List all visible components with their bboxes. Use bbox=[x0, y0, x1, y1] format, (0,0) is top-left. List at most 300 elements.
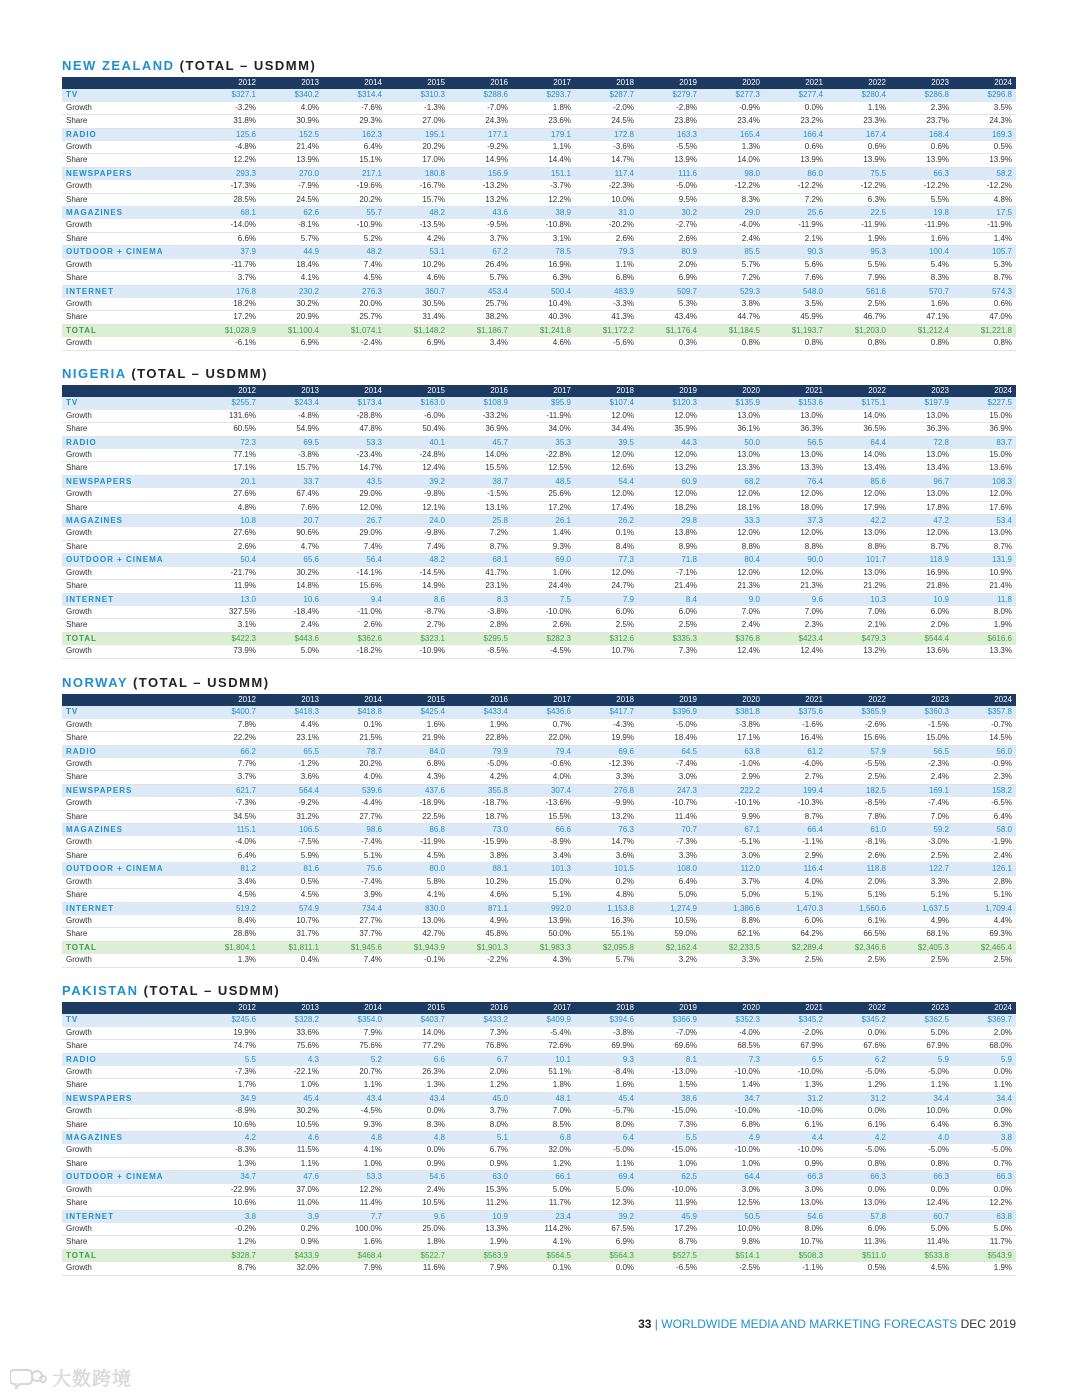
value-cell: $1,943.9 bbox=[386, 941, 449, 954]
value-cell: 0.0% bbox=[764, 102, 827, 115]
value-cell: 2.9% bbox=[764, 849, 827, 862]
value-cell: 6.3% bbox=[827, 193, 890, 206]
value-cell: $1,193.7 bbox=[764, 324, 827, 337]
value-cell: 39.2 bbox=[386, 475, 449, 488]
value-cell: 29.0% bbox=[323, 527, 386, 540]
section-subtitle: (TOTAL – USDMM) bbox=[132, 675, 270, 690]
value-cell: 15.0% bbox=[953, 410, 1016, 423]
row-label: NEWSPAPERS bbox=[62, 167, 197, 180]
value-cell: -12.2% bbox=[953, 180, 1016, 193]
country-name: NORWAY bbox=[62, 675, 128, 690]
value-cell: 18.4% bbox=[638, 732, 701, 745]
value-cell: 2.5% bbox=[638, 619, 701, 632]
value-cell: 3.7% bbox=[449, 232, 512, 245]
value-cell: 5.1% bbox=[953, 889, 1016, 902]
value-cell: -13.5% bbox=[386, 219, 449, 232]
value-cell: $295.5 bbox=[449, 632, 512, 645]
value-cell: 217.1 bbox=[323, 167, 386, 180]
value-cell: 6.7 bbox=[449, 1053, 512, 1066]
value-cell: -2.2% bbox=[449, 954, 512, 967]
value-cell: 1.6% bbox=[890, 298, 953, 311]
value-cell: 830.0 bbox=[386, 902, 449, 915]
value-cell: -22.1% bbox=[260, 1066, 323, 1079]
value-cell: 4.0 bbox=[890, 1132, 953, 1145]
value-cell: 13.9% bbox=[512, 915, 575, 928]
value-cell: $107.4 bbox=[575, 397, 638, 409]
year-header: 2021 bbox=[764, 1002, 827, 1014]
value-cell: $310.3 bbox=[386, 89, 449, 101]
value-cell: 17.8% bbox=[890, 501, 953, 514]
value-cell: 0.8% bbox=[827, 337, 890, 350]
value-cell: 6.1% bbox=[827, 915, 890, 928]
category-row bbox=[62, 246, 1016, 259]
value-cell: 4.5% bbox=[260, 889, 323, 902]
value-cell: 574.9 bbox=[260, 902, 323, 915]
value-cell: 2.5% bbox=[890, 954, 953, 967]
value-cell: 34.7 bbox=[701, 1092, 764, 1105]
value-cell: 11.4% bbox=[323, 1197, 386, 1210]
value-cell: 13.0% bbox=[827, 1197, 890, 1210]
value-cell: 327.5% bbox=[197, 606, 260, 619]
value-cell: 34.4% bbox=[575, 423, 638, 436]
value-cell: 2.5% bbox=[575, 619, 638, 632]
value-cell: $345.2 bbox=[827, 1014, 890, 1026]
value-cell: 152.5 bbox=[260, 128, 323, 141]
value-cell: 47.0% bbox=[953, 311, 1016, 324]
value-cell: 9.3% bbox=[323, 1118, 386, 1131]
value-cell: -1.3% bbox=[386, 102, 449, 115]
year-header: 2019 bbox=[638, 77, 701, 89]
row-label: Share bbox=[62, 732, 197, 745]
value-cell: -7.3% bbox=[197, 1066, 260, 1079]
value-cell: 44.7% bbox=[701, 311, 764, 324]
value-cell: $443.6 bbox=[260, 632, 323, 645]
value-cell: $1,100.4 bbox=[260, 324, 323, 337]
row-label: Growth bbox=[62, 1144, 197, 1157]
value-cell: 172.8 bbox=[575, 128, 638, 141]
value-cell: 41.3% bbox=[575, 311, 638, 324]
value-cell: 0.1% bbox=[575, 527, 638, 540]
metric-row bbox=[62, 311, 1016, 324]
metric-row bbox=[62, 501, 1016, 514]
row-label: Share bbox=[62, 540, 197, 553]
value-cell: -10.0% bbox=[701, 1105, 764, 1118]
value-cell: 163.3 bbox=[638, 128, 701, 141]
value-cell: 17.1% bbox=[197, 462, 260, 475]
value-cell: 43.4% bbox=[638, 311, 701, 324]
value-cell: 5.9 bbox=[890, 1053, 953, 1066]
value-cell: -0.7% bbox=[953, 719, 1016, 732]
value-cell: 25.0% bbox=[386, 1223, 449, 1236]
value-cell: 1.0% bbox=[701, 1157, 764, 1170]
value-cell: 11.0% bbox=[260, 1197, 323, 1210]
value-cell: 519.2 bbox=[197, 902, 260, 915]
value-cell: $522.7 bbox=[386, 1249, 449, 1262]
value-cell: 11.5% bbox=[260, 1144, 323, 1157]
metric-row bbox=[62, 1184, 1016, 1197]
value-cell: -2.0% bbox=[575, 102, 638, 115]
value-cell: 80.4 bbox=[701, 554, 764, 567]
value-cell: -12.3% bbox=[575, 758, 638, 771]
value-cell: 2.6% bbox=[512, 619, 575, 632]
value-cell: 12.1% bbox=[386, 501, 449, 514]
value-cell: 2.6% bbox=[197, 540, 260, 553]
value-cell: $314.4 bbox=[323, 89, 386, 101]
value-cell: -15.0% bbox=[638, 1144, 701, 1157]
value-cell: 0.5% bbox=[953, 141, 1016, 154]
value-cell: -3.7% bbox=[512, 180, 575, 193]
value-cell: -8.7% bbox=[386, 606, 449, 619]
value-cell: -33.2% bbox=[449, 410, 512, 423]
value-cell: 1.3% bbox=[197, 954, 260, 967]
value-cell: 23.4% bbox=[701, 115, 764, 128]
value-cell: 6.2 bbox=[827, 1053, 890, 1066]
metric-row bbox=[62, 889, 1016, 902]
value-cell: 55.7 bbox=[323, 207, 386, 220]
metric-row bbox=[62, 540, 1016, 553]
value-cell: -10.1% bbox=[701, 797, 764, 810]
value-cell: 65.6 bbox=[260, 554, 323, 567]
category-row bbox=[62, 89, 1016, 101]
row-label: Share bbox=[62, 115, 197, 128]
value-cell: 8.7% bbox=[890, 540, 953, 553]
row-label: Growth bbox=[62, 758, 197, 771]
value-cell: -5.0% bbox=[890, 1144, 953, 1157]
value-cell: 1.2% bbox=[512, 1157, 575, 1170]
row-label: Growth bbox=[62, 410, 197, 423]
value-cell: 1.0% bbox=[638, 1157, 701, 1170]
value-cell: 2.1% bbox=[764, 232, 827, 245]
value-cell: 38.2% bbox=[449, 311, 512, 324]
value-cell: $1,203.0 bbox=[827, 324, 890, 337]
value-cell: -7.0% bbox=[638, 1027, 701, 1040]
value-cell: 131.6% bbox=[197, 410, 260, 423]
value-cell: 5.5 bbox=[197, 1053, 260, 1066]
value-cell: 13.3% bbox=[953, 645, 1016, 658]
value-cell: 42.2 bbox=[827, 515, 890, 528]
value-cell: 72.8 bbox=[890, 436, 953, 449]
year-header: 2015 bbox=[386, 694, 449, 706]
value-cell: 13.0% bbox=[386, 915, 449, 928]
value-cell: 7.9 bbox=[575, 593, 638, 606]
year-header: 2012 bbox=[197, 694, 260, 706]
value-cell: 56.4 bbox=[323, 554, 386, 567]
value-cell: 81.6 bbox=[260, 863, 323, 876]
value-cell: 105.7 bbox=[953, 246, 1016, 259]
value-cell: $544.4 bbox=[890, 632, 953, 645]
value-cell: -22.9% bbox=[197, 1184, 260, 1197]
metric-row bbox=[62, 462, 1016, 475]
value-cell: 5.0% bbox=[638, 889, 701, 902]
year-header: 2016 bbox=[449, 694, 512, 706]
value-cell: 12.2% bbox=[323, 1184, 386, 1197]
metric-row bbox=[62, 272, 1016, 285]
value-cell: 1,153.8 bbox=[575, 902, 638, 915]
value-cell: 4.5% bbox=[386, 849, 449, 862]
value-cell: 13.6% bbox=[953, 462, 1016, 475]
value-cell: 8.7% bbox=[638, 1236, 701, 1249]
value-cell: 66.4 bbox=[764, 824, 827, 837]
value-cell: 1.6% bbox=[890, 232, 953, 245]
value-cell: 0.0% bbox=[575, 1262, 638, 1275]
value-cell: 6.4% bbox=[890, 1118, 953, 1131]
value-cell: 27.7% bbox=[323, 915, 386, 928]
value-cell: 5.1% bbox=[827, 889, 890, 902]
value-cell: 26.2 bbox=[575, 515, 638, 528]
value-cell: 3.8% bbox=[449, 849, 512, 862]
row-label: Share bbox=[62, 311, 197, 324]
value-cell: 177.1 bbox=[449, 128, 512, 141]
value-cell: 162.3 bbox=[323, 128, 386, 141]
value-cell: -14.5% bbox=[386, 567, 449, 580]
value-cell: 12.2% bbox=[953, 1197, 1016, 1210]
year-header: 2013 bbox=[260, 385, 323, 397]
value-cell: $369.7 bbox=[953, 1014, 1016, 1026]
value-cell: $293.7 bbox=[512, 89, 575, 101]
row-label: MAGAZINES bbox=[62, 207, 197, 220]
value-cell: 80.9 bbox=[638, 246, 701, 259]
value-cell: 1.1% bbox=[260, 1157, 323, 1170]
value-cell: $433.9 bbox=[260, 1249, 323, 1262]
value-cell: 118.9 bbox=[890, 554, 953, 567]
value-cell: 76.4 bbox=[764, 475, 827, 488]
metric-row bbox=[62, 115, 1016, 128]
value-cell: 1.1% bbox=[575, 1157, 638, 1170]
metric-row bbox=[62, 1236, 1016, 1249]
value-cell: 7.0% bbox=[827, 606, 890, 619]
value-cell: 0.0% bbox=[827, 1184, 890, 1197]
value-cell: 4.4% bbox=[260, 719, 323, 732]
value-cell: $1,945.6 bbox=[323, 941, 386, 954]
value-cell: 12.5% bbox=[512, 462, 575, 475]
value-cell: -0.9% bbox=[701, 102, 764, 115]
value-cell: 66.1 bbox=[512, 1171, 575, 1184]
value-cell: 4.1% bbox=[386, 889, 449, 902]
value-cell: 27.6% bbox=[197, 527, 260, 540]
value-cell: 95.3 bbox=[827, 246, 890, 259]
metric-row bbox=[62, 1118, 1016, 1131]
value-cell: -3.8% bbox=[701, 719, 764, 732]
value-cell: 5.9 bbox=[953, 1053, 1016, 1066]
row-label: TV bbox=[62, 706, 197, 718]
value-cell: 4.1% bbox=[260, 272, 323, 285]
value-cell: 85.6 bbox=[827, 475, 890, 488]
value-cell: $2,346.6 bbox=[827, 941, 890, 954]
value-cell: 31.2 bbox=[764, 1092, 827, 1105]
total-row bbox=[62, 1249, 1016, 1262]
year-header: 2020 bbox=[701, 694, 764, 706]
value-cell: 2.5% bbox=[953, 954, 1016, 967]
year-header-row bbox=[62, 694, 1016, 706]
value-cell: 230.2 bbox=[260, 285, 323, 298]
row-label: Share bbox=[62, 580, 197, 593]
value-cell: 8.8% bbox=[764, 540, 827, 553]
year-header: 2018 bbox=[575, 1002, 638, 1014]
value-cell: 7.2% bbox=[764, 193, 827, 206]
value-cell: 14.9% bbox=[386, 580, 449, 593]
section-title bbox=[62, 57, 1016, 75]
value-cell: 8.3 bbox=[449, 593, 512, 606]
value-cell: 10.6 bbox=[260, 593, 323, 606]
value-cell: 66.3 bbox=[890, 1171, 953, 1184]
metric-row bbox=[62, 619, 1016, 632]
value-cell: 9.4 bbox=[323, 593, 386, 606]
value-cell: 4.8% bbox=[197, 501, 260, 514]
value-cell: 437.6 bbox=[386, 784, 449, 797]
value-cell: 2.0% bbox=[953, 1027, 1016, 1040]
row-label: Share bbox=[62, 232, 197, 245]
value-cell: -4.5% bbox=[323, 1105, 386, 1118]
value-cell: 1.4% bbox=[701, 1079, 764, 1092]
value-cell: $323.1 bbox=[386, 632, 449, 645]
row-label: Share bbox=[62, 1236, 197, 1249]
value-cell: 12.4% bbox=[764, 645, 827, 658]
value-cell: 72.3 bbox=[197, 436, 260, 449]
value-cell: 13.0% bbox=[890, 410, 953, 423]
value-cell: 58.0 bbox=[953, 824, 1016, 837]
metric-row bbox=[62, 928, 1016, 941]
value-cell: 67.9% bbox=[890, 1040, 953, 1053]
row-label: Share bbox=[62, 423, 197, 436]
value-cell: $108.9 bbox=[449, 397, 512, 409]
value-cell: 7.8% bbox=[197, 719, 260, 732]
value-cell: $376.8 bbox=[701, 632, 764, 645]
value-cell: 13.4% bbox=[827, 462, 890, 475]
value-cell: 34.4 bbox=[953, 1092, 1016, 1105]
row-label: OUTDOOR + CINEMA bbox=[62, 554, 197, 567]
value-cell: -18.4% bbox=[260, 606, 323, 619]
value-cell: 12.0% bbox=[323, 501, 386, 514]
metric-row bbox=[62, 180, 1016, 193]
value-cell: $514.1 bbox=[701, 1249, 764, 1262]
value-cell: $511.0 bbox=[827, 1249, 890, 1262]
value-cell: -13.6% bbox=[512, 797, 575, 810]
value-cell: 4.9 bbox=[701, 1132, 764, 1145]
value-cell: 270.0 bbox=[260, 167, 323, 180]
value-cell: 7.3% bbox=[638, 1118, 701, 1131]
value-cell: 20.1 bbox=[197, 475, 260, 488]
category-row bbox=[62, 706, 1016, 718]
value-cell: 1.3% bbox=[197, 1157, 260, 1170]
value-cell: 15.0% bbox=[890, 732, 953, 745]
value-cell: 17.2% bbox=[197, 311, 260, 324]
metric-row bbox=[62, 102, 1016, 115]
value-cell: 151.1 bbox=[512, 167, 575, 180]
value-cell: 1,637.5 bbox=[890, 902, 953, 915]
value-cell: 18.0% bbox=[764, 501, 827, 514]
row-label: Share bbox=[62, 462, 197, 475]
value-cell: -2.0% bbox=[764, 1027, 827, 1040]
value-cell: 50.4 bbox=[197, 554, 260, 567]
watermark bbox=[10, 1364, 132, 1391]
value-cell: -2.3% bbox=[890, 758, 953, 771]
value-cell: -3.3% bbox=[575, 298, 638, 311]
value-cell: 1.0% bbox=[512, 567, 575, 580]
value-cell: 96.7 bbox=[890, 475, 953, 488]
value-cell: 1,386.6 bbox=[701, 902, 764, 915]
value-cell: 0.8% bbox=[953, 337, 1016, 350]
value-cell: 39.2 bbox=[575, 1210, 638, 1223]
value-cell: 9.6 bbox=[764, 593, 827, 606]
value-cell: 47.2 bbox=[890, 515, 953, 528]
metric-row bbox=[62, 954, 1016, 967]
value-cell: 18.7% bbox=[449, 810, 512, 823]
value-cell: 2.3% bbox=[764, 619, 827, 632]
row-label: RADIO bbox=[62, 436, 197, 449]
value-cell: 0.0% bbox=[953, 1066, 1016, 1079]
value-cell: 6.0% bbox=[764, 915, 827, 928]
category-row bbox=[62, 1132, 1016, 1145]
value-cell: -10.9% bbox=[386, 645, 449, 658]
value-cell: -1.1% bbox=[764, 836, 827, 849]
value-cell: 4.5% bbox=[323, 272, 386, 285]
value-cell: -23.4% bbox=[323, 449, 386, 462]
value-cell: 13.0% bbox=[890, 449, 953, 462]
value-cell: 25.8 bbox=[449, 515, 512, 528]
year-header: 2021 bbox=[764, 385, 827, 397]
total-row bbox=[62, 632, 1016, 645]
value-cell: $417.7 bbox=[575, 706, 638, 718]
value-cell: 7.3% bbox=[449, 1027, 512, 1040]
value-cell: 45.0 bbox=[449, 1092, 512, 1105]
chat-bubble-icon bbox=[10, 1367, 48, 1389]
value-cell: 85.5 bbox=[701, 246, 764, 259]
row-label: Growth bbox=[62, 797, 197, 810]
year-header: 2018 bbox=[575, 77, 638, 89]
value-cell: 9.9% bbox=[701, 810, 764, 823]
value-cell: 69.3% bbox=[953, 928, 1016, 941]
value-cell: $375.6 bbox=[764, 706, 827, 718]
value-cell: 6.0% bbox=[827, 1223, 890, 1236]
section-subtitle: (TOTAL – USDMM) bbox=[143, 983, 281, 998]
value-cell: 5.7% bbox=[701, 259, 764, 272]
row-label: Growth bbox=[62, 298, 197, 311]
value-cell: 2.0% bbox=[890, 619, 953, 632]
value-cell: 18.4% bbox=[260, 259, 323, 272]
value-cell: $1,212.4 bbox=[890, 324, 953, 337]
value-cell: -24.8% bbox=[386, 449, 449, 462]
value-cell: -15.0% bbox=[638, 1105, 701, 1118]
value-cell: 47.1% bbox=[890, 311, 953, 324]
value-cell: 14.0% bbox=[701, 154, 764, 167]
value-cell: 4.2 bbox=[197, 1132, 260, 1145]
value-cell: -0.9% bbox=[953, 758, 1016, 771]
value-cell: 63.8 bbox=[953, 1210, 1016, 1223]
value-cell: 21.4% bbox=[638, 580, 701, 593]
value-cell: 6.8 bbox=[512, 1132, 575, 1145]
row-label: NEWSPAPERS bbox=[62, 475, 197, 488]
value-cell: 4.7% bbox=[260, 540, 323, 553]
value-cell: 67.5% bbox=[575, 1223, 638, 1236]
year-header: 2017 bbox=[512, 694, 575, 706]
metric-row bbox=[62, 1105, 1016, 1118]
value-cell: 3.9 bbox=[260, 1210, 323, 1223]
value-cell: 25.7% bbox=[449, 298, 512, 311]
value-cell: 36.3% bbox=[764, 423, 827, 436]
value-cell: -11.9% bbox=[386, 836, 449, 849]
value-cell: 39.5 bbox=[575, 436, 638, 449]
value-cell: 59.0% bbox=[638, 928, 701, 941]
value-cell: $423.4 bbox=[764, 632, 827, 645]
section-title bbox=[62, 982, 1016, 1000]
value-cell: $564.3 bbox=[575, 1249, 638, 1262]
value-cell: 21.2% bbox=[827, 580, 890, 593]
value-cell: 13.3% bbox=[449, 1223, 512, 1236]
value-cell: 101.7 bbox=[827, 554, 890, 567]
value-cell: 13.0% bbox=[827, 527, 890, 540]
value-cell: 48.2 bbox=[323, 246, 386, 259]
value-cell: -9.8% bbox=[386, 488, 449, 501]
